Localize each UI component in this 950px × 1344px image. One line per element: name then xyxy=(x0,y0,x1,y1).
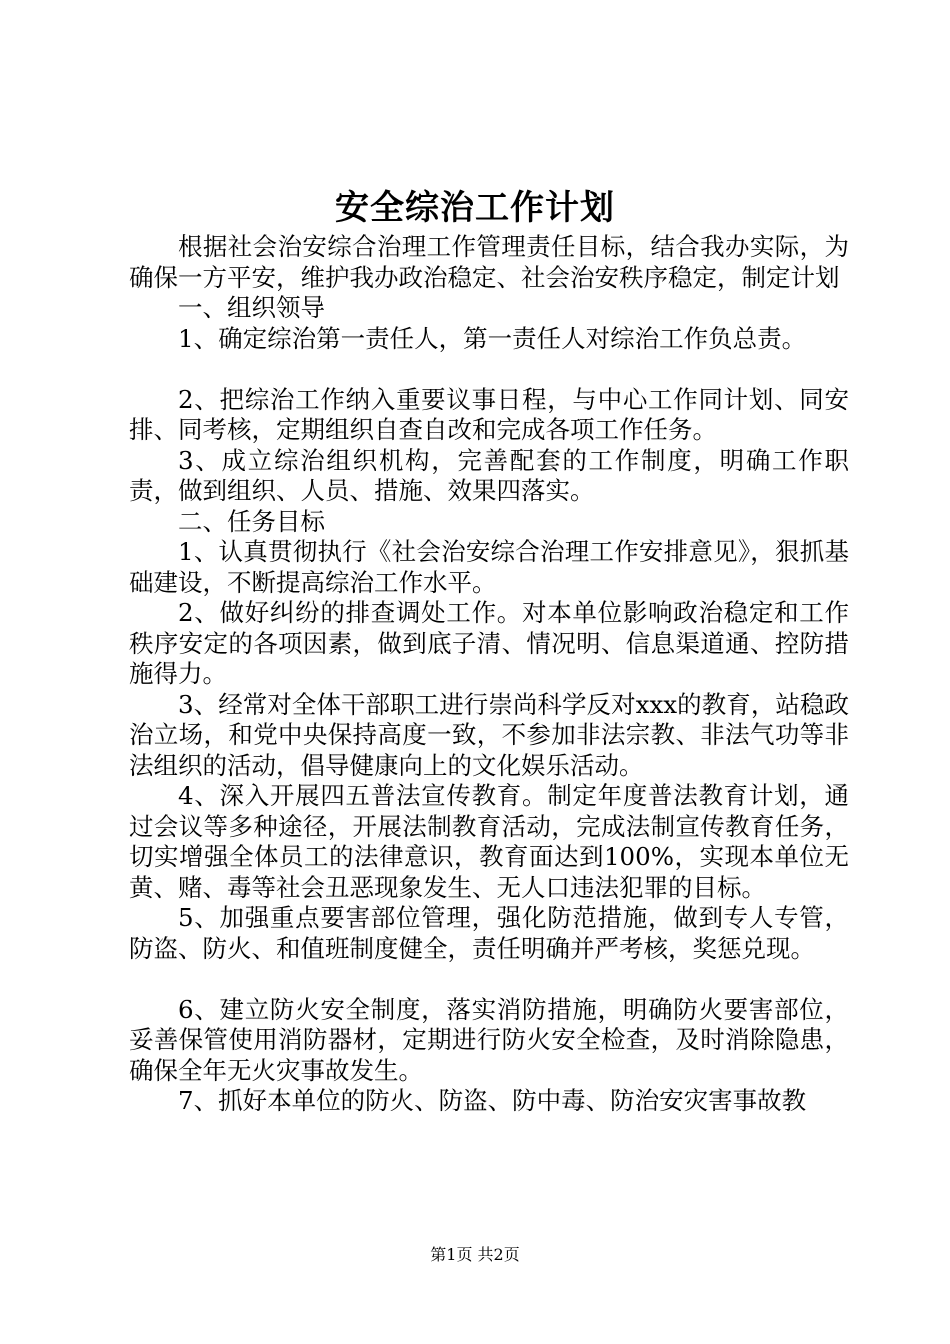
paragraph-org-3: 3、成立综治组织机构，完善配套的工作制度，明确工作职责，做到组织、人员、措施、效果四落实。 xyxy=(129,445,849,505)
paragraph-org-2: 2、把综治工作纳入重要议事日程，与中心工作同计划、同安排、同考核，定期组织自查自改和完成各项工作任务。 xyxy=(129,384,849,444)
paragraph-target-3: 3、经常对全体干部职工进行崇尚科学反对xxx的教育，站稳政治立场，和党中央保持高度一致，不参加非法宗教、非法气功等非法组织的活动，倡导健康向上的文化娱乐活动。 xyxy=(129,689,849,780)
blank-line xyxy=(129,964,849,995)
paragraph-target-5: 5、加强重点要害部位管理，强化防范措施，做到专人专管，防盗、防火、和值班制度健全，责任明确并严考核，奖惩兑现。 xyxy=(129,903,849,963)
paragraph-target-6: 6、建立防火安全制度，落实消防措施，明确防火要害部位，妥善保管使用消防器材，定期进行防火安全检查，及时消除隐患，确保全年无火灾事故发生。 xyxy=(129,994,849,1085)
blank-line xyxy=(129,354,849,385)
section-heading-organization: 一、组织领导 xyxy=(178,293,325,322)
paragraph-target-7: 7、抓好本单位的防火、防盗、防中毒、防治安灾害事故教 xyxy=(178,1086,807,1115)
paragraph-target-2: 2、做好纠纷的排查调处工作。对本单位影响政治稳定和工作秩序安定的各项因素，做到底子清、情况明、信息渠道通、控防措施得力。 xyxy=(129,598,849,688)
page-footer: 第1页 共2页 xyxy=(430,1245,520,1264)
document-title: 安全综治工作计划 xyxy=(335,188,615,228)
paragraph-target-1: 1、认真贯彻执行《社会治安综合治理工作安排意见》，狠抓基础建设，不断提高综治工作水平。 xyxy=(129,537,849,597)
section-heading-targets: 二、任务目标 xyxy=(178,506,325,536)
paragraph-target-4: 4、深入开展四五普法宣传教育。制定年度普法教育计划，通过会议等多种途径，开展法制教育活动，完成法制宣传教育任务，切实增强全体员工的法律意识，教育面达到100%，实现本单位无黄、赌、毒等社会丑恶现象发生、无人口违法犯罪的目标。 xyxy=(129,781,849,902)
document-body xyxy=(129,232,849,1117)
intro-paragraph: 根据社会治安综合治理工作管理责任目标，结合我办实际，为确保一方平安，维护我办政治稳定、社会治安秩序稳定，制定计划 xyxy=(129,232,849,292)
paragraph-org-1: 1、确定综治第一责任人，第一责任人对综治工作负总责。 xyxy=(178,323,807,353)
